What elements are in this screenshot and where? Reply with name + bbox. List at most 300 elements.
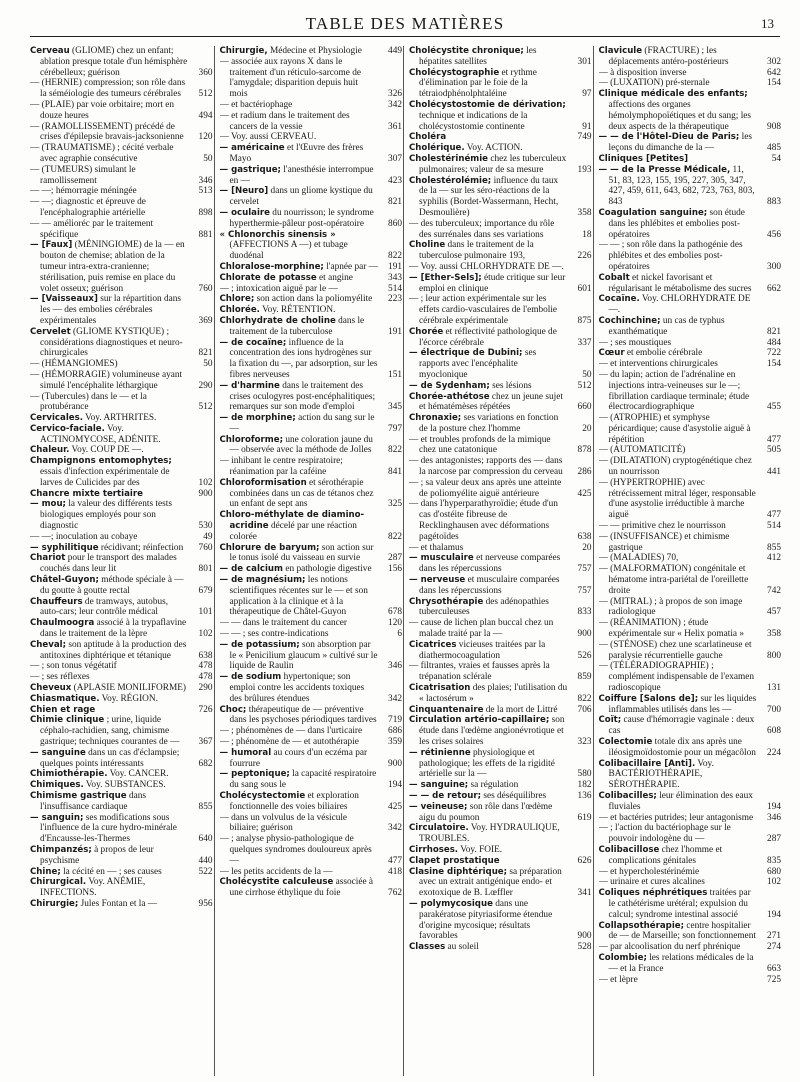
entry-page-ref: 700 bbox=[767, 704, 781, 715]
entry-text bbox=[599, 715, 758, 737]
entry-description: pour le transport des malades couchés dans leur lit bbox=[40, 553, 177, 575]
entry-text bbox=[409, 413, 568, 435]
index-entry bbox=[599, 46, 782, 68]
entry-description: méthode spéciale à — du goutte à goutte rectal bbox=[40, 575, 184, 596]
index-entry bbox=[599, 240, 782, 272]
entry-headword: — d'harmine bbox=[219, 380, 280, 391]
index-entry bbox=[599, 823, 782, 845]
entry-headword: Chloroformisation bbox=[219, 477, 307, 488]
entry-page-ref: 875 bbox=[577, 315, 592, 326]
entry-page-ref: 425 bbox=[388, 801, 402, 812]
entry-page-ref: 478 bbox=[198, 672, 213, 683]
entry-headword: Colombie; bbox=[598, 952, 647, 963]
entry-headword: Chlorée. bbox=[219, 305, 260, 316]
entry-description: Médecine et Physiologie bbox=[267, 46, 362, 56]
entry-description: leur élimination des eaux fluviales bbox=[608, 790, 753, 812]
entry-description: — dans un volvulus de la vésicule biliaire; guérison bbox=[219, 812, 348, 834]
entry-description: dans le traitement de la tuberculose bbox=[229, 315, 365, 337]
entry-page-ref: 859 bbox=[577, 672, 592, 683]
entry-headword: — syphilitique bbox=[30, 542, 99, 553]
entry-page-ref: 50 bbox=[203, 153, 213, 164]
entry-text bbox=[30, 456, 189, 488]
entry-description: — (INSUFFISANCE) et chimisme gastrique bbox=[598, 531, 730, 553]
index-entry bbox=[409, 456, 592, 478]
entry-description: chez l'homme et complications génitales bbox=[608, 844, 723, 866]
entry-headword: Cochinchine; bbox=[598, 315, 661, 326]
entry-description: — —; inoculation au cobaye bbox=[30, 531, 138, 542]
entry-page-ref: 797 bbox=[388, 423, 402, 434]
entry-text bbox=[30, 294, 189, 326]
entry-description: — ; intoxication aiguë par le — bbox=[219, 283, 338, 294]
index-entry bbox=[409, 499, 592, 542]
entry-text bbox=[220, 284, 379, 295]
entry-description: la cécité en — ; ses causes bbox=[60, 866, 162, 877]
entry-description: — (PLAIE) par voie orbitaire; mort en douze heures bbox=[30, 99, 175, 121]
entry-description: ses variations en fonction de la posture chez l'homme bbox=[419, 413, 559, 434]
index-entry bbox=[409, 802, 592, 824]
index-entry bbox=[220, 381, 403, 413]
index-entry bbox=[30, 715, 213, 747]
entry-text bbox=[220, 230, 379, 262]
entry-page-ref: 302 bbox=[767, 56, 781, 67]
entry-headword: — polymycosique bbox=[409, 898, 493, 909]
entry-text bbox=[599, 888, 758, 920]
entry-headword: Cervelet bbox=[30, 326, 71, 337]
index-entry bbox=[409, 823, 592, 845]
index-entry bbox=[409, 845, 592, 856]
entry-text bbox=[409, 154, 568, 176]
entry-description: associé à la trypaflavine dans le traitement de la lèpre bbox=[40, 618, 187, 640]
entry-headword: — de magnésium; bbox=[219, 575, 306, 586]
entry-page-ref: 478 bbox=[198, 661, 213, 672]
entry-page-ref: 457 bbox=[767, 607, 781, 618]
entry-description: Voy. COUP DE —. bbox=[69, 445, 144, 456]
entry-text bbox=[220, 143, 379, 165]
entry-headword: — gastrique; bbox=[219, 164, 281, 175]
entry-page-ref: 300 bbox=[767, 261, 781, 272]
index-entry bbox=[220, 813, 403, 835]
entry-page-ref: 900 bbox=[577, 931, 592, 942]
entry-description: des plaies; l'utilisation du « lactosérum » bbox=[419, 683, 568, 704]
index-entry bbox=[409, 715, 592, 747]
entry-description: ; urine, liquide céphalo-rachidien, sang, chimisme gastrique; techniques courantes de — bbox=[40, 715, 180, 747]
entry-text bbox=[599, 273, 758, 295]
entry-headword: Cheval; bbox=[30, 639, 67, 650]
entry-headword: Chorée bbox=[409, 326, 444, 337]
entry-headword: Chien et rage bbox=[30, 704, 96, 715]
entry-headword: — de morphine; bbox=[219, 413, 296, 424]
index-entry bbox=[599, 597, 782, 619]
entry-description: — — dans le traitement du cancer bbox=[219, 618, 348, 629]
index-entry bbox=[30, 683, 213, 694]
index-entry bbox=[220, 132, 403, 143]
entry-description: sa régulation bbox=[468, 780, 519, 791]
entry-text bbox=[30, 359, 189, 370]
index-entry bbox=[220, 877, 403, 899]
entry-headword: Chloroforme; bbox=[219, 434, 284, 445]
entry-text bbox=[409, 478, 568, 500]
index-entry bbox=[30, 867, 213, 878]
entry-text bbox=[220, 100, 379, 111]
entry-text bbox=[599, 553, 758, 564]
index-entry bbox=[599, 877, 782, 888]
index-entry bbox=[30, 78, 213, 100]
entry-page-ref: 822 bbox=[577, 693, 592, 704]
index-entry bbox=[220, 284, 403, 295]
entry-page-ref: 680 bbox=[767, 866, 781, 877]
entry-page-ref: 682 bbox=[198, 758, 213, 769]
index-entry bbox=[409, 748, 592, 780]
entry-text bbox=[30, 672, 189, 683]
entry-headword: Chloralose-morphine; bbox=[219, 261, 324, 272]
entry-text bbox=[30, 715, 189, 747]
index-entry bbox=[409, 597, 592, 619]
entry-headword: Chorée-athétose bbox=[409, 391, 490, 402]
entry-text bbox=[220, 791, 379, 813]
index-entry bbox=[599, 942, 782, 953]
entry-text bbox=[220, 748, 379, 770]
entry-page-ref: 619 bbox=[577, 812, 592, 823]
entry-text bbox=[30, 705, 189, 716]
index-entry bbox=[220, 834, 403, 866]
entry-description: — à disposition inverse bbox=[598, 67, 687, 78]
entry-text bbox=[30, 219, 189, 241]
entry-page-ref: 660 bbox=[577, 402, 592, 413]
entry-headword: Chlorure de baryum; bbox=[219, 542, 320, 553]
entry-headword: — [Neuro] bbox=[219, 186, 269, 197]
entry-description: un cas de typhus exanthématique bbox=[608, 315, 725, 337]
entry-description: — (ATROPHIE) et symphyse péricardique; cause d'asystolie aiguë à répétition bbox=[598, 413, 751, 445]
entry-description: son étude dans l'œdème angionévrotique et les crises solaires bbox=[419, 715, 565, 747]
entry-text bbox=[599, 791, 758, 813]
index-entry bbox=[599, 845, 782, 867]
entry-page-ref: 762 bbox=[388, 888, 402, 899]
entry-headword: Chimpanzés; bbox=[30, 844, 92, 855]
entry-page-ref: 18 bbox=[582, 229, 592, 240]
entry-page-ref: 49 bbox=[203, 531, 213, 542]
entry-description: son action sur le tonus isolé du vaisseau en survie bbox=[229, 542, 374, 564]
index-entry bbox=[599, 521, 782, 532]
entry-text bbox=[220, 769, 379, 791]
entry-text bbox=[220, 208, 379, 230]
entry-text bbox=[599, 294, 758, 316]
entry-page-ref: 271 bbox=[767, 931, 781, 942]
index-entry bbox=[30, 143, 213, 165]
entry-text bbox=[409, 780, 568, 791]
index-entry bbox=[409, 273, 592, 295]
entry-description: Voy. FOIE. bbox=[458, 844, 503, 855]
index-column-4 bbox=[599, 46, 783, 1076]
entry-text bbox=[409, 661, 568, 683]
entry-headword: Colibacilles; bbox=[598, 790, 657, 801]
entry-headword: Circulatoire. bbox=[409, 823, 469, 834]
entry-headword: Cobalt bbox=[598, 272, 630, 283]
entry-description: — (MITRAL) ; à propos de son image radiologique bbox=[598, 596, 743, 618]
entry-description: Voy. HYDRAULIQUE, TROUBLES. bbox=[419, 823, 560, 845]
index-entry bbox=[599, 975, 782, 986]
entry-description: thérapeutique de — préventive dans les psychoses périodiques tardives bbox=[229, 704, 377, 726]
entry-text bbox=[30, 165, 189, 187]
entry-page-ref: 425 bbox=[577, 488, 592, 499]
index-entry bbox=[409, 661, 592, 683]
entry-page-ref: 530 bbox=[198, 521, 213, 532]
entry-description: dans un cas d'éclampsie; quelques points intéressants bbox=[40, 747, 180, 769]
entry-description: — (MALADIES) 70, bbox=[598, 553, 679, 564]
entry-page-ref: 151 bbox=[388, 369, 402, 380]
entry-description: — ; l'action du bactériophage sur le pouvoir indologène du — bbox=[598, 823, 731, 845]
entry-page-ref: 101 bbox=[198, 607, 213, 618]
entry-description: chez un jeune sujet et hématémèses répétées bbox=[419, 391, 563, 413]
entry-description: en pathologie digestive bbox=[283, 564, 372, 575]
entry-page-ref: 900 bbox=[388, 758, 402, 769]
entry-description: — (AUTOMATICITÉ) bbox=[598, 445, 686, 456]
entry-description: — ; ses réflexes bbox=[30, 672, 90, 683]
entry-headword: Clasine diphtérique; bbox=[409, 866, 508, 877]
entry-page-ref: 822 bbox=[388, 531, 402, 542]
index-entry bbox=[30, 294, 213, 326]
index-entry bbox=[30, 791, 213, 813]
entry-text bbox=[30, 489, 189, 500]
entry-headword: Cocaïne. bbox=[598, 294, 640, 305]
index-entry bbox=[220, 769, 403, 791]
entry-text bbox=[220, 575, 379, 618]
entry-text bbox=[599, 348, 758, 359]
index-entry bbox=[599, 737, 782, 759]
entry-page-ref: 601 bbox=[577, 283, 592, 294]
entry-description: — du lapin; action de l'adrénaline en injections intra-veineuses sur le —; fibrillation cardiaque terminale; étude électrocardiographique bbox=[598, 369, 750, 413]
index-entry bbox=[30, 553, 213, 575]
entry-text bbox=[30, 424, 189, 446]
entry-description: — et radium dans le traitement des cancers de la vessie bbox=[219, 110, 350, 132]
entry-description: — ; phénomènes de — dans l'urticaire bbox=[219, 726, 363, 737]
entry-text bbox=[30, 618, 189, 640]
entry-description: Voy. ACTINOMYCOSE, ADÉNITE. bbox=[40, 423, 161, 445]
entry-text bbox=[599, 359, 758, 370]
entry-page-ref: 191 bbox=[388, 326, 402, 337]
entry-description: vicieuses traitées par la diathermocoagulation bbox=[419, 639, 546, 661]
entry-headword: Choléra bbox=[409, 132, 447, 143]
entry-text bbox=[409, 705, 568, 716]
entry-text bbox=[30, 575, 189, 597]
index-entry bbox=[599, 316, 782, 338]
index-entry bbox=[409, 348, 592, 380]
entry-headword: Clinique médicale des enfants; bbox=[598, 89, 748, 100]
index-entry bbox=[409, 176, 592, 219]
entry-text bbox=[599, 78, 758, 89]
entry-headword: Chiasmatique. bbox=[30, 693, 100, 704]
entry-text bbox=[30, 683, 189, 694]
entry-headword: Chariot bbox=[30, 553, 66, 564]
entry-text bbox=[599, 370, 758, 413]
entry-description: dans l'insuffisance cardiaque bbox=[40, 790, 146, 812]
entry-page-ref: 477 bbox=[388, 855, 402, 866]
index-entry bbox=[30, 445, 213, 456]
entry-text bbox=[220, 456, 379, 478]
entry-page-ref: 841 bbox=[388, 467, 402, 478]
entry-text bbox=[409, 867, 568, 899]
entry-page-ref: 494 bbox=[198, 110, 213, 121]
index-entry bbox=[220, 705, 403, 727]
entry-description: (AFFECTIONS A —) et tubage duodénal bbox=[229, 240, 348, 262]
entry-description: influence de la concentration des ions hydrogènes sur la fixation du —, par adsorption, sur les fibres nerveuses bbox=[229, 337, 378, 380]
index-entry bbox=[409, 640, 592, 662]
entry-page-ref: 191 bbox=[388, 261, 402, 272]
entry-page-ref: 679 bbox=[198, 585, 213, 596]
entry-text bbox=[599, 759, 758, 791]
entry-text bbox=[220, 435, 379, 457]
entry-text bbox=[30, 78, 189, 100]
entry-headword: — nerveuse bbox=[409, 575, 466, 586]
entry-headword: Chancre mixte tertiaire bbox=[30, 488, 143, 499]
entry-headword: Chaulmoogra bbox=[30, 618, 95, 629]
entry-text bbox=[409, 219, 568, 241]
index-entry bbox=[220, 208, 403, 230]
index-entry bbox=[409, 856, 592, 867]
index-entry bbox=[220, 543, 403, 565]
entry-page-ref: 626 bbox=[577, 855, 592, 866]
entry-headword: Chrysothérapie bbox=[409, 596, 484, 607]
entry-text bbox=[599, 640, 758, 662]
index-entry bbox=[409, 143, 592, 154]
entry-text bbox=[30, 640, 189, 662]
entry-description: — filtrantes, vraies et fausses après la trépanation sclérale bbox=[409, 661, 550, 683]
index-entry bbox=[599, 68, 782, 79]
entry-headword: Cholécystite calculeuse bbox=[219, 877, 334, 888]
entry-text bbox=[220, 867, 379, 878]
entry-description: (APLASIE MONILIFORME) bbox=[71, 683, 187, 694]
entry-text bbox=[599, 813, 758, 824]
entry-page-ref: 346 bbox=[388, 661, 402, 672]
entry-description: les notions scientifiques récentes sur le — et son application à la clinique et à la thérapeutique de Châtel-Guyon bbox=[229, 575, 368, 618]
entry-page-ref: 224 bbox=[767, 747, 781, 758]
index-entry bbox=[409, 683, 592, 705]
entry-page-ref: 423 bbox=[388, 175, 402, 186]
entry-page-ref: 800 bbox=[767, 650, 781, 661]
entry-text bbox=[30, 813, 189, 845]
index-entry bbox=[220, 186, 403, 208]
index-entry bbox=[30, 532, 213, 543]
index-entry bbox=[599, 338, 782, 349]
entry-text bbox=[220, 262, 379, 273]
entry-headword: Circulation artério-capillaire; bbox=[409, 715, 550, 726]
entry-page-ref: 20 bbox=[582, 423, 592, 434]
index-entry bbox=[599, 553, 782, 564]
entry-description: décelé par une réaction colorée bbox=[229, 521, 357, 542]
entry-text bbox=[599, 338, 758, 349]
index-entry bbox=[409, 413, 592, 435]
index-entry bbox=[599, 953, 782, 975]
entry-description: influence du taux de la — sur les séro-réactions de la syphilis (Bordet-Wassermann, Hecht, Desmoulière) bbox=[419, 175, 559, 218]
entry-text bbox=[409, 381, 568, 392]
index-entry bbox=[220, 791, 403, 813]
entry-description: 11, 51, 83, 123, 155, 195, 227, 305, 347, 427, 459, 611, 643, 682, 723, 763, 803, 843 bbox=[608, 164, 755, 208]
entry-page-ref: 54 bbox=[771, 153, 781, 164]
entry-page-ref: 342 bbox=[388, 99, 402, 110]
index-entry bbox=[599, 478, 782, 521]
index-entry bbox=[30, 780, 213, 791]
entry-headword: « Chlonorchis sinensis » bbox=[219, 229, 336, 240]
entry-page-ref: 50 bbox=[582, 369, 592, 380]
index-entry bbox=[30, 543, 213, 554]
entry-description: centre hospitalier de — de Marseille; son fonctionnement bbox=[608, 920, 756, 942]
entry-text bbox=[30, 532, 189, 543]
entry-page-ref: 760 bbox=[198, 283, 213, 294]
index-entry bbox=[599, 456, 782, 478]
index-entry bbox=[220, 575, 403, 618]
entry-page-ref: 757 bbox=[577, 564, 592, 575]
entry-page-ref: 725 bbox=[767, 974, 781, 985]
entry-text bbox=[599, 208, 758, 240]
entry-text bbox=[409, 100, 568, 132]
entry-headword: Collapsothérapie; bbox=[598, 920, 685, 931]
entry-description: récidivant; réinfection bbox=[98, 542, 184, 553]
entry-description: au soleil bbox=[445, 942, 479, 953]
entry-page-ref: 441 bbox=[767, 467, 781, 478]
entry-page-ref: 855 bbox=[767, 542, 781, 553]
entry-page-ref: 20 bbox=[582, 542, 592, 553]
entry-text bbox=[30, 780, 189, 791]
entry-page-ref: 337 bbox=[577, 337, 592, 348]
index-entry bbox=[30, 327, 213, 359]
entry-page-ref: 760 bbox=[198, 542, 213, 553]
entry-page-ref: 326 bbox=[388, 89, 402, 100]
index-entry bbox=[409, 392, 592, 414]
entry-text bbox=[30, 694, 189, 705]
entry-headword: — mou; bbox=[30, 499, 66, 510]
entry-page-ref: 360 bbox=[198, 67, 213, 78]
index-entry bbox=[409, 68, 592, 100]
entry-headword: Chloro-méthylate de diamino-acridine bbox=[219, 510, 365, 532]
index-entry bbox=[220, 564, 403, 575]
entry-text bbox=[409, 68, 568, 100]
entry-text bbox=[599, 823, 758, 845]
entry-page-ref: 194 bbox=[388, 780, 402, 791]
entry-description: ses modifications sous l'influence de la cure hydro-minérale d'Encausse-les-Thermes bbox=[40, 812, 177, 845]
index-entry bbox=[30, 877, 213, 899]
entry-headword: — humoral bbox=[219, 747, 272, 758]
entry-headword: Coagulation sanguine; bbox=[598, 207, 708, 218]
entry-text bbox=[599, 89, 758, 132]
entry-page-ref: 522 bbox=[198, 866, 213, 877]
entry-headword: Cinquantenaire bbox=[409, 704, 484, 715]
entry-description: action du sang sur le — bbox=[229, 413, 375, 434]
entry-description: les relations médicales de la — et la France bbox=[608, 952, 754, 974]
entry-text bbox=[30, 748, 189, 770]
entry-headword: Chirurgical. bbox=[30, 877, 87, 888]
entry-description: et nerveuse comparées dans les répercussions bbox=[419, 553, 561, 575]
index-entry bbox=[30, 219, 213, 241]
index-entry bbox=[409, 942, 592, 953]
entry-text bbox=[599, 456, 758, 478]
entry-description: — ; ses moustiques bbox=[598, 337, 672, 348]
entry-description: — (Tubercules) dans le — et la protubérance bbox=[30, 391, 147, 413]
entry-text bbox=[409, 640, 568, 662]
entry-headword: Chlore; bbox=[219, 294, 255, 305]
entry-text bbox=[220, 705, 379, 727]
entry-text bbox=[220, 273, 379, 284]
entry-description: — les petits accidents de la — bbox=[219, 866, 333, 877]
entry-text bbox=[409, 176, 568, 219]
entry-text bbox=[30, 877, 189, 899]
index-entry bbox=[409, 381, 592, 392]
entry-description: Voy. ARTHRITES. bbox=[82, 413, 157, 424]
entry-headword: Chlorhydrate de choline bbox=[219, 315, 336, 326]
index-entry bbox=[30, 618, 213, 640]
entry-description: de tramways, autobus, auto-cars; leur contrôle médical bbox=[40, 596, 169, 618]
index-entry bbox=[30, 694, 213, 705]
entry-headword: — musculaire bbox=[409, 553, 474, 564]
entry-description: — ; sa valeur deux ans après une atteinte de poliomyélite aiguë antérieure bbox=[409, 477, 562, 499]
